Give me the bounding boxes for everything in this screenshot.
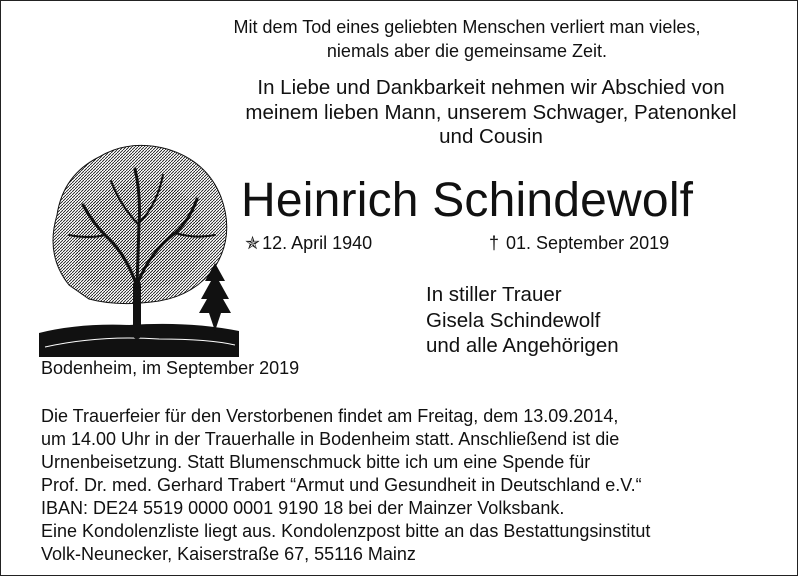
deceased-name: Heinrich Schindewolf xyxy=(241,174,694,227)
mourners-line-3: und alle Angehörigen xyxy=(426,334,619,357)
birth-date-text: 12. April 1940 xyxy=(262,233,373,253)
place-date: Bodenheim, im September 2019 xyxy=(41,358,300,378)
details-line-1: Die Trauerfeier für den Verstorbenen findet am Freitag, dem 13.09.2014, xyxy=(41,406,619,426)
details-line-6: Eine Kondolenzliste liegt aus. Kondolenzpost bitte an das Bestattungsinstitut xyxy=(41,521,651,541)
details-line-7: Volk-Neunecker, Kaiserstraße 67, 55116 Mainz xyxy=(41,544,416,564)
quote-line-2: niemals aber die gemeinsame Zeit. xyxy=(326,41,608,61)
details-line-4: Prof. Dr. med. Gerhard Trabert “Armut und Gesundheit in Deutschland e.V.“ xyxy=(41,475,642,495)
tree-illustration xyxy=(39,135,239,357)
cross-icon: † xyxy=(489,233,500,253)
details-line-2: um 14.00 Uhr in der Trauerhalle in Bodenheim statt. Anschließend ist die xyxy=(41,429,620,449)
intro-line-3: und Cousin xyxy=(439,125,543,148)
death-date xyxy=(489,233,669,254)
quote-line-1: Mit dem Tod eines geliebten Menschen verliert man vieles, xyxy=(233,17,701,37)
details-line-3: Urnenbeisetzung. Statt Blumenschmuck bitte ich um eine Spende für xyxy=(41,452,591,472)
death-date-text: 01. September 2019 xyxy=(506,233,670,253)
mourners-line-2: Gisela Schindewolf xyxy=(426,309,601,332)
intro-line-1: In Liebe und Dankbarkeit nehmen wir Abschied von xyxy=(257,76,725,99)
intro-line-2: meinem lieben Mann, unserem Schwager, Patenonkel xyxy=(245,101,737,124)
star-icon: ✯ xyxy=(245,233,261,253)
mourners-line-1: In stiller Trauer xyxy=(426,283,562,306)
birth-date xyxy=(245,233,372,254)
details-line-5: IBAN: DE24 5519 0000 0001 9190 18 bei der Mainzer Volksbank. xyxy=(41,498,565,518)
